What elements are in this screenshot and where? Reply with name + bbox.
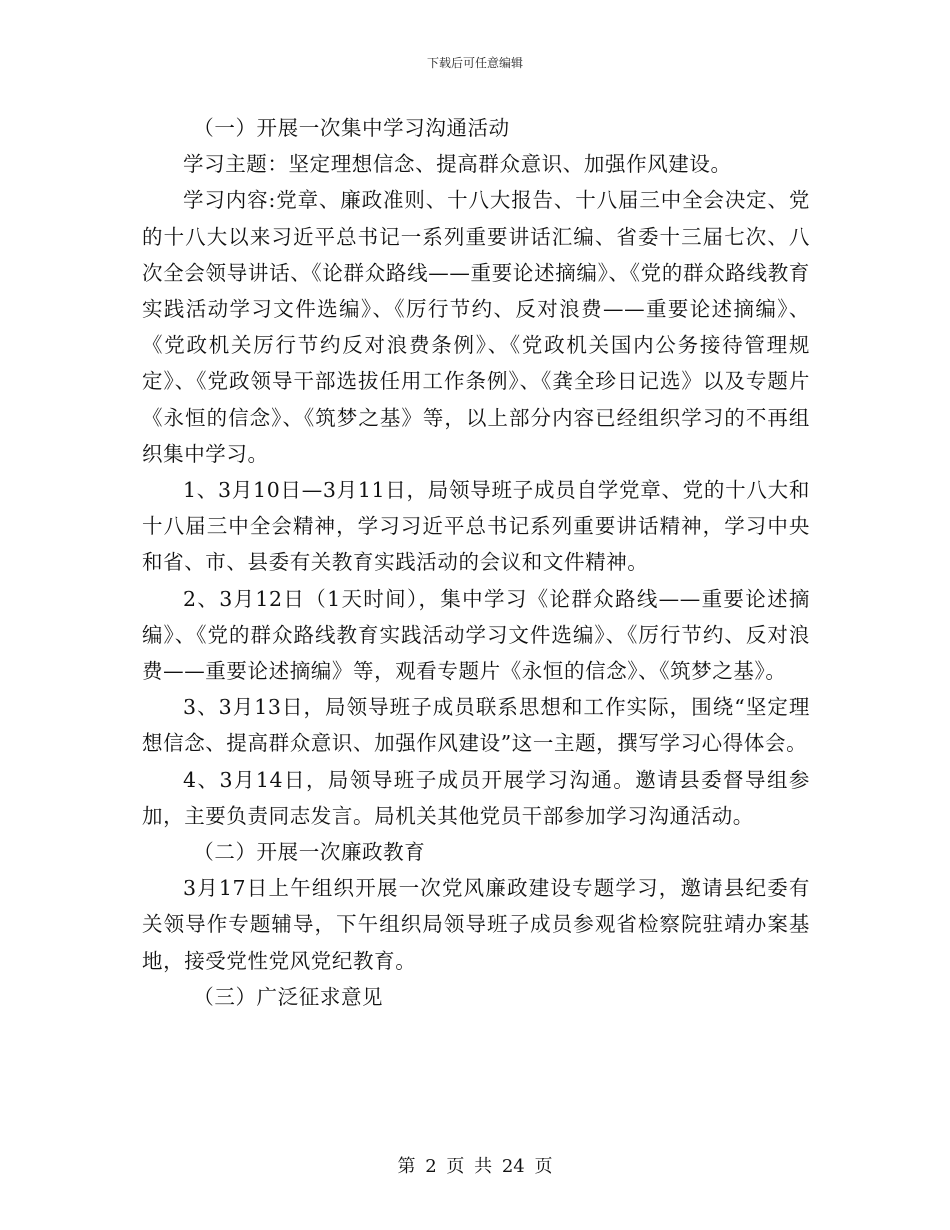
paragraph-integrity-education: 3月17日上午组织开展一次党风廉政建设专题学习，邀请县纪委有关领导作专题辅导，下午组织局领导班子成员参观省检察院驻靖办案基地，接受党性党风党纪教育。 [142, 876, 810, 973]
document-body [142, 110, 810, 1015]
page-footer: 第 2 页 共 24 页 [397, 1156, 553, 1177]
section-heading-2: （二）开展一次廉政教育 [193, 840, 426, 865]
paragraph-study-content: 学习内容:党章、廉政准则、十八大报告、十八届三中全会决定、党的十八大以来习近平总书记一系列重要讲话汇编、省委十三届七次、八次全会领导讲话、《论群众路线——重要论述摘编》、《党的群众路线教育实践活动学习文件选编》、《厉行节约、反对浪费——重要论述摘编》、《党政机关厉行节约反对浪费条例》、《党政机关国内公务接待管理规定》、《党政领导干部选拔任用工作条例》、《龚全珍日记选》以及专题片《永恒的信念》、《筑梦之基》等，以上部分内容已经组织学习的不再组织集中学习。 [142, 188, 810, 466]
paragraph-item-2: 2、3月12日（1天时间），集中学习《论群众路线——重要论述摘编》、《党的群众路线教育实践活动学习文件选编》、《厉行节约、反对浪费——重要论述摘编》等，观看专题片《永恒的信念》、《筑梦之基》。 [142, 586, 810, 684]
section-heading-1: （一）开展一次集中学习沟通活动 [193, 116, 510, 140]
paragraph-item-3: 3、3月13日，局领导班子成员联系思想和工作实际，围绕“坚定理想信念、提高群众意识、加强作风建设”这一主题，撰写学习心得体会。 [142, 695, 810, 756]
paragraph-study-theme: 学习主题：坚定理想信念、提高群众意识、加强作风建设。 [183, 152, 732, 177]
section-heading-3: （三）广泛征求意见 [193, 984, 384, 1009]
paragraph-item-1: 1、3月10日—3月11日，局领导班子成员自学党章、党的十八大和十八届三中全会精神，学习习近平总书记系列重要讲话精神，学习中央和省、市、县委有关教育实践活动的会议和文件精神。 [142, 478, 810, 575]
paragraph-item-4: 4、3月14日，局领导班子成员开展学习沟通。邀请县委督导组参加，主要负责同志发言。局机关其他党员干部参加学习沟通活动。 [142, 767, 810, 828]
page-header: 下载后可任意编辑 [426, 56, 523, 70]
